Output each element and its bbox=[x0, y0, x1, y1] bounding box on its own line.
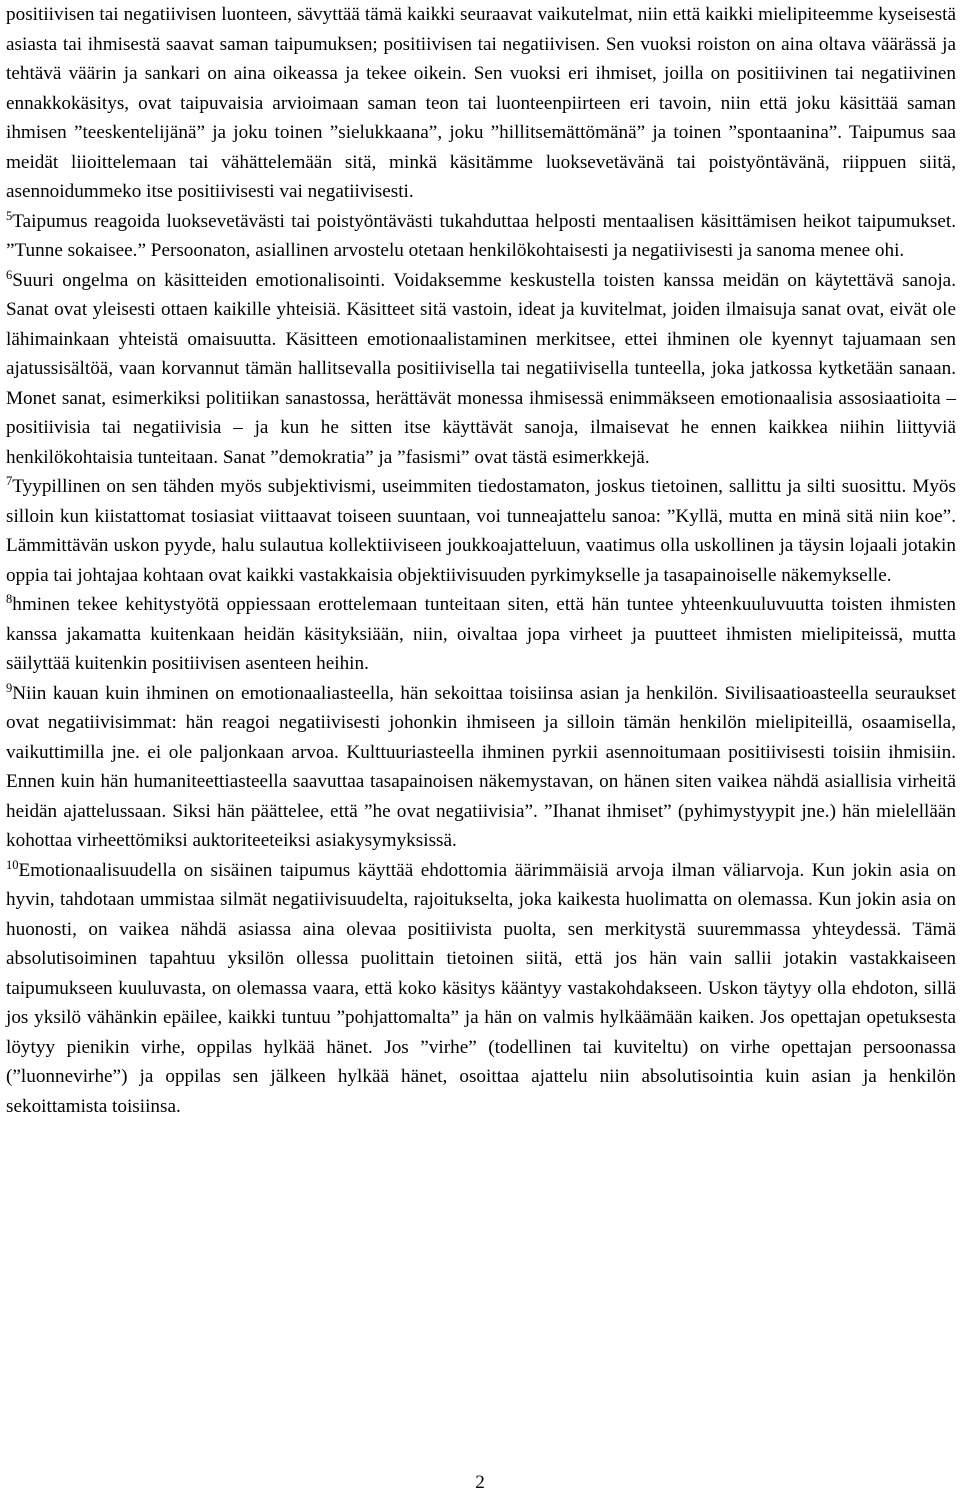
paragraph-number: 10 bbox=[6, 857, 19, 872]
paragraph-5 bbox=[6, 207, 956, 266]
document-body bbox=[6, 0, 956, 1121]
paragraph-10 bbox=[6, 856, 956, 1122]
paragraph-9 bbox=[6, 679, 956, 856]
page-number: 2 bbox=[475, 1472, 485, 1493]
paragraph-text: Taipumus reagoida luoksevetävästi tai poistyöntävästi tukahduttaa helposti mentaalisen käsittämisen heikot taipumukset. ”Tunne sokaisee.” Persoonaton, asiallinen arvostelu otetaan henkilökohtaisesti ja negatiivisesti ja sanoma menee ohi. bbox=[6, 210, 956, 261]
paragraph-text: positiivisen tai negatiivisen luonteen, sävyttää tämä kaikki seuraavat vaikutelmat, niin että kaikki mielipiteemme kyseisestä asiasta tai ihmisestä saavat saman taipumuksen; positiivisen tai negatiivisen. Sen vuoksi roiston on aina oltava väärässä ja tehtävä väärin ja sankari on aina oikeassa ja tekee oikein. Sen vuoksi eri ihmiset, joilla on positiivinen tai negatiivinen ennakkokäsitys, ovat taipuvaisia arvioimaan saman teon tai luonteenpiirteen eri tavoin, niin että joku käsittää saman ihmisen ”teeskentelijänä” ja joku toinen ”sielukkaana”, joku ”hillitsemättömänä” ja toinen ”spontaanina”. Taipumus saa meidät liioittelemaan tai vähättelemään sitä, minkä käsitämme luoksevetävänä tai poistyöntävänä, riippuen siitä, asennoidummeko itse positiivisesti vai negatiivisesti. bbox=[6, 4, 956, 202]
paragraph-text: Niin kauan kuin ihminen on emotionaaliasteella, hän sekoittaa toisiinsa asian ja henkilön. Sivilisaatioasteella seuraukset ovat negatiivisimmat: hän reagoi negatiivisesti johonkin ihmiseen ja silloin tämän henkilön mielipiteillä, osaamisella, vaikuttimilla jne. ei ole paljonkaan arvoa. Kulttuuriasteella ihminen pyrkii asennoitumaan positiivisesti toisiin ihmisiin. Ennen kuin hän humaniteettiasteella saavuttaa tasapainoisen näkemystavan, on hänen siten vaikea nähdä asiallisia virheitä heidän ajattelussaan. Siksi hän päättelee, että ”he ovat negatiivisia”. ”Ihanat ihmiset” (pyhimystyypit jne.) hän mielellään kohottaa virheettömiksi auktoriteeteiksi asiakysymyksissä. bbox=[6, 682, 956, 851]
paragraph-number: 9 bbox=[6, 680, 13, 695]
paragraph-text: Suuri ongelma on käsitteiden emotionalisointi. Voidaksemme keskustella toisten kanssa meidän on käytettävä sanoja. Sanat ovat yleisesti ottaen kaikille yhteisiä. Käsitteet sitä vastoin, ideat ja kuvitelmat, joiden ilmaisuja sanat ovat, eivät ole lähimainkaan yhteistä omaisuutta. Käsitteen emotionaalistaminen merkitsee, ettei ihminen ole kyennyt tajuamaan sen ajatussisältöä, vaan korvannut tämän hallitsevalla positiivisella tai negatiivisella tunteella, joka jatkossa kytketään sanaan. Monet sanat, esimerkiksi politiikan sanastossa, herättävät monessa ihmisessä enimmäkseen emotionaalisia assosiaatioita – positiivisia tai negatiivisia – ja kun he sitten itse käyttävät sanoja, ilmaisevat he ennen kaikkea niihin liittyviä henkilökohtaisia tunteitaan. Sanat ”demokratia” ja ”fasismi” ovat tästä esimerkkejä. bbox=[6, 269, 956, 468]
paragraph-text: Emotionaalisuudella on sisäinen taipumus käyttää ehdottomia äärimmäisiä arvoja ilman väliarvoja. Kun jokin asia on hyvin, tahdotaan ummistaa silmät negatiivisuudelta, rajoitukselta, joka kaikesta huolimatta on olemassa. Kun jokin asia on huonosti, on vaikea nähdä asiassa aina olevaa positiivista puolta, sen merkitystä suuremmassa yhteydessä. Tämä absolutisoiminen tapahtuu yksilön ollessa puolittain tietoinen siitä, että jos hän vain sallii jotakin vastakkaiseen taipumukseen kuuluvasta, on olemassa vaara, että koko käsitys kääntyy vastakohdakseen. Uskon täytyy olla ehdoton, sillä jos yksilö vähänkin epäilee, kaikki tuntuu ”pohjattomalta” ja hän on valmis hylkäämään kaiken. Jos opettajan opetuksesta löytyy pienikin virhe, oppilas hylkää hänet. Jos ”virhe” (todellinen tai kuviteltu) on virhe opettajan persoonassa (”luonnevirhe”) ja oppilas sen jälkeen hylkää hänet, osoittaa ajattelu niin absolutisointia kuin asian ja henkilön sekoittamista toisiinsa. bbox=[6, 859, 956, 1117]
paragraph-8 bbox=[6, 590, 956, 679]
paragraph-7 bbox=[6, 472, 956, 590]
paragraph-number: 6 bbox=[6, 267, 13, 282]
paragraph-continuation bbox=[6, 0, 956, 207]
paragraph-text: Tyypillinen on sen tähden myös subjektivismi, useimmiten tiedostamaton, joskus tietoinen, sallittu ja silti suosittu. Myös silloin kun kiistattomat tosiasiat viittaavat toiseen suuntaan, voi tunneajattelu sanoa: ”Kyllä, mutta en minä sitä niin koe”. Lämmittävän uskon pyyde, halu sulautua kollektiiviseen joukkoajatteluun, vaatimus olla uskollinen ja täysin lojaali jotakin oppia tai johtajaa kohtaan ovat kaikki vastakkaisia objektiivisuuden pyrkimykselle ja tasapainoiselle näkemykselle. bbox=[6, 476, 956, 586]
paragraph-number: 8 bbox=[6, 592, 13, 606]
paragraph-text: hminen tekee kehitystyötä oppiessaan erottelemaan tunteitaan siten, että hän tuntee yhteenkuuluvuutta toisten ihmisten kanssa jakamatta kuitenkaan heidän käsityksiään, niin, oivaltaa jopa virheet ja puutteet ihmisten mielipiteissä, mutta säilyttää kuitenkin positiivisen asenteen heihin. bbox=[6, 594, 956, 674]
paragraph-6 bbox=[6, 266, 956, 473]
paragraph-number: 7 bbox=[6, 474, 13, 488]
paragraph-number: 5 bbox=[6, 208, 13, 223]
